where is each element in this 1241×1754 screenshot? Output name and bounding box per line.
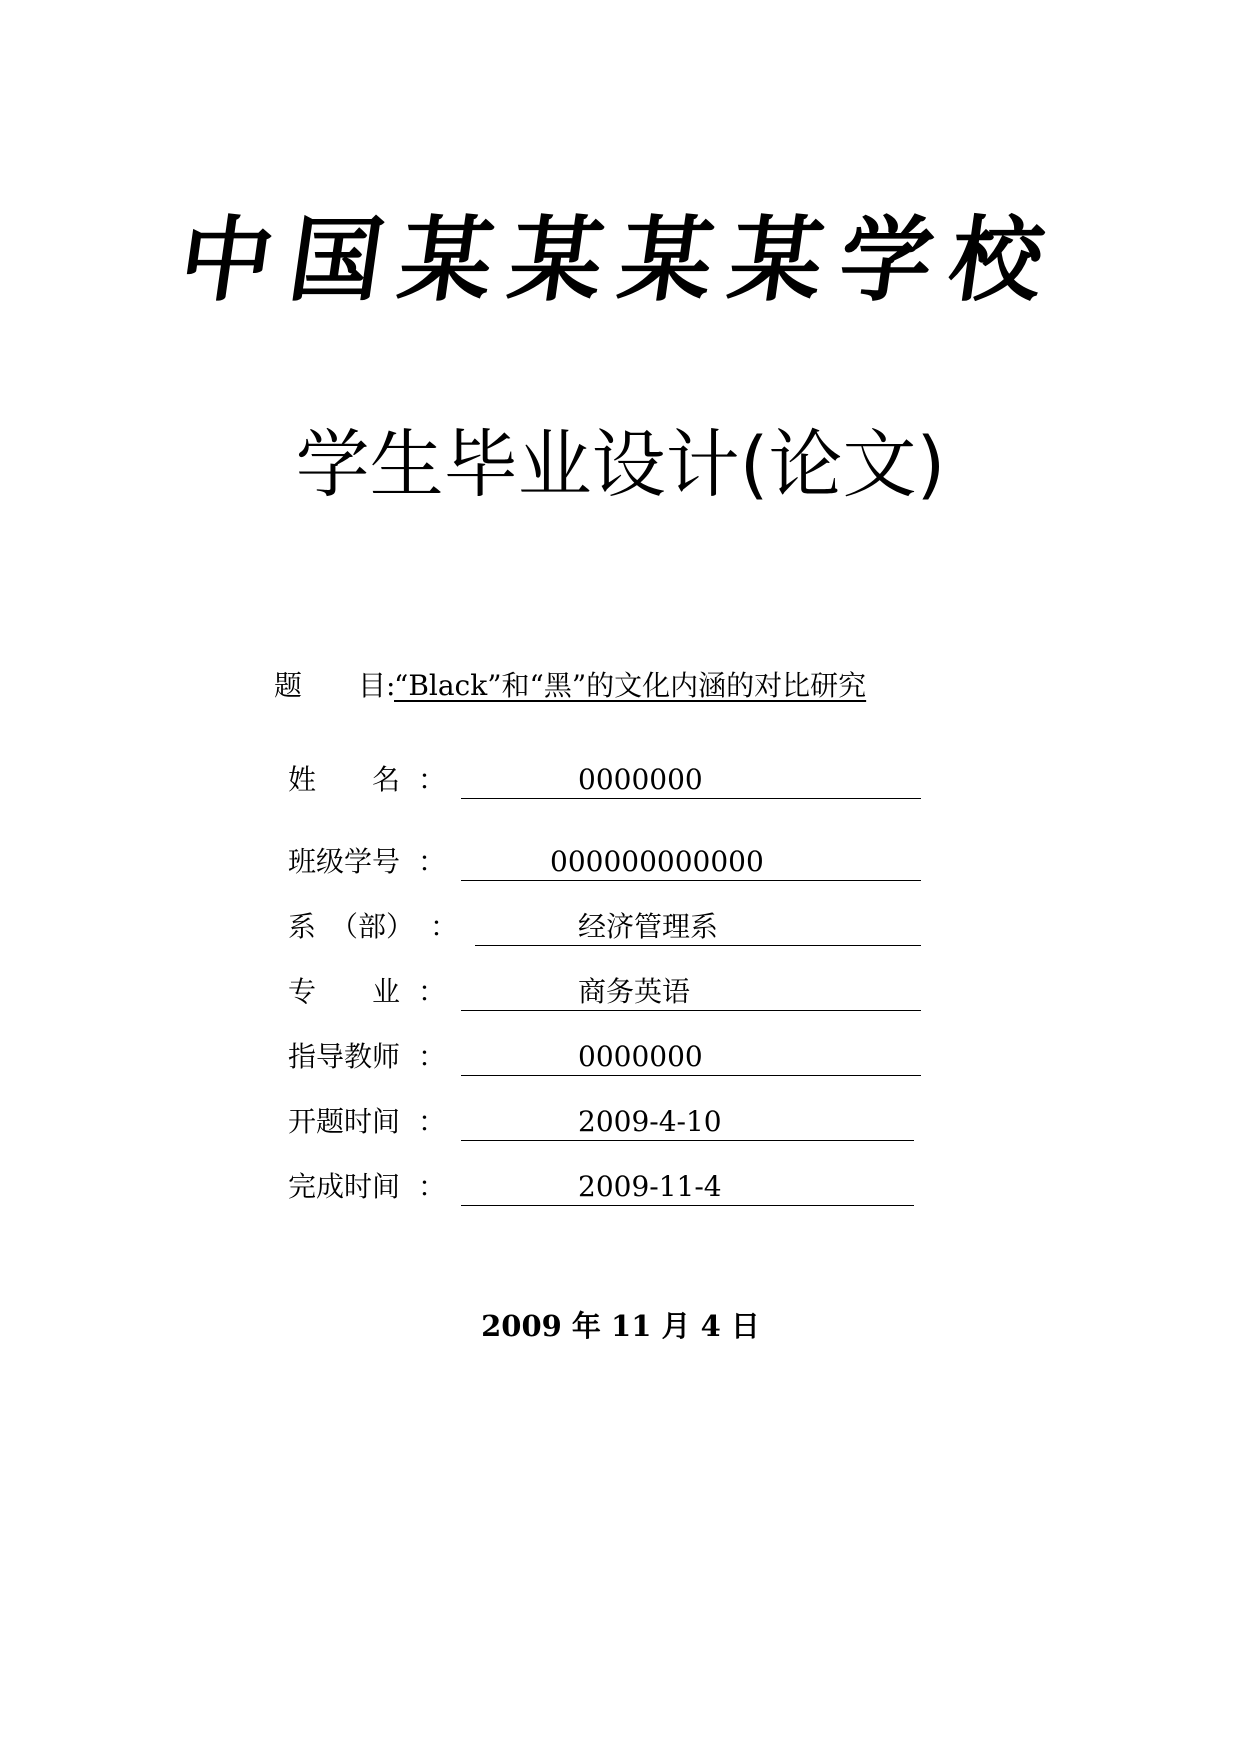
thesis-title-row: [274, 666, 994, 706]
field-colon: ：: [418, 975, 447, 1008]
field-value: 商务英语: [578, 975, 691, 1008]
field-label: 指导教师: [288, 1040, 401, 1073]
field-major-row: [288, 972, 928, 1012]
field-value: 2009-4-10: [578, 1105, 722, 1138]
thesis-title-value: “Black”和“黑”的文化内涵的对比研究: [394, 669, 867, 702]
field-class-id-row: [288, 842, 928, 882]
field-colon: ：: [418, 763, 447, 796]
field-colon: ：: [430, 910, 459, 943]
field-value: 0000000: [578, 763, 703, 796]
field-value: 2009-11-4: [578, 1170, 722, 1203]
field-colon: ：: [418, 1170, 447, 1203]
field-completion-date-row: [288, 1167, 928, 1207]
field-colon: ：: [418, 1040, 447, 1073]
field-value: 000000000000: [550, 845, 764, 878]
field-colon: ：: [418, 1105, 447, 1138]
document-type-heading: 学生毕业设计(论文): [295, 422, 946, 508]
field-label: 系 （部）: [288, 910, 415, 943]
document-date: 2009 年 11 月 4 日: [481, 1309, 760, 1343]
school-name: 中国某某某某学校: [172, 206, 1069, 314]
field-label: 姓 名: [288, 763, 401, 796]
field-label: 专 业: [288, 975, 401, 1008]
field-start-date-row: [288, 1102, 928, 1142]
field-value: 经济管理系: [578, 910, 719, 943]
field-label: 完成时间: [288, 1170, 401, 1203]
field-name-row: [288, 760, 928, 800]
field-value: 0000000: [578, 1040, 703, 1073]
field-underline: [461, 972, 921, 1011]
field-label: 班级学号: [288, 845, 401, 878]
field-colon: ：: [418, 845, 447, 878]
thesis-title-label: 题 目:: [274, 669, 396, 702]
field-department-row: [288, 907, 928, 947]
field-label: 开题时间: [288, 1105, 401, 1138]
field-advisor-row: [288, 1037, 928, 1077]
